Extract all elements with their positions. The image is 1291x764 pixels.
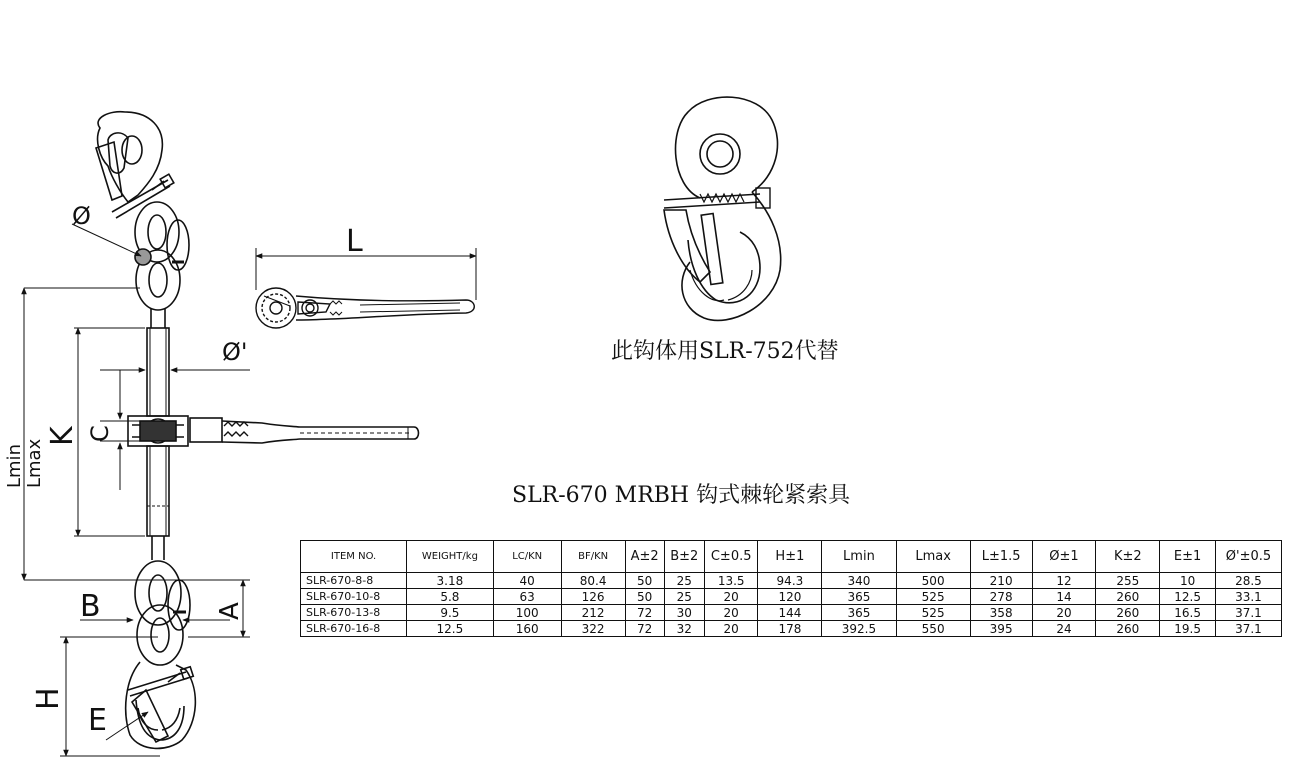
col-header-b: B±2 [664, 541, 704, 573]
cell: 16.5 [1160, 605, 1216, 621]
cell: 50 [625, 589, 664, 605]
cell: 13.5 [704, 573, 758, 589]
cell: 395 [970, 621, 1032, 637]
cell-item-no: SLR-670-16-8 [301, 621, 407, 637]
cell: 160 [493, 621, 561, 637]
cell: 260 [1096, 605, 1160, 621]
cell: 100 [493, 605, 561, 621]
handle [222, 421, 419, 443]
cell: 30 [664, 605, 704, 621]
cell: 14 [1032, 589, 1096, 605]
keeper-pin-bottom [128, 667, 193, 696]
cell: 20 [704, 605, 758, 621]
cell: 365 [822, 589, 896, 605]
cell: 9.5 [407, 605, 494, 621]
table-row [301, 573, 1282, 589]
cell: 340 [822, 573, 896, 589]
cell: 260 [1096, 621, 1160, 637]
dim-h-label: H [31, 687, 66, 710]
cell: 278 [970, 589, 1032, 605]
col-header-phi-prime: Ø'±0.5 [1215, 541, 1281, 573]
dim-e-label: E [88, 703, 107, 738]
col-header-k: K±2 [1096, 541, 1160, 573]
dim-k-label: K [45, 426, 80, 446]
lower-tube [147, 446, 169, 536]
cell: 10 [1160, 573, 1216, 589]
dim-lmax-label: Lmax [24, 438, 45, 488]
cell: 365 [822, 605, 896, 621]
cell: 50 [625, 573, 664, 589]
cell-item-no: SLR-670-10-8 [301, 589, 407, 605]
cell: 40 [493, 573, 561, 589]
dim-l-label: L [346, 224, 363, 259]
cell: 72 [625, 621, 664, 637]
cell: 525 [896, 605, 970, 621]
cell: 500 [896, 573, 970, 589]
cell: 19.5 [1160, 621, 1216, 637]
col-header-e: E±1 [1160, 541, 1216, 573]
table-row [301, 621, 1282, 637]
col-header-lc: LC/KN [493, 541, 561, 573]
col-header-bf: BF/KN [561, 541, 625, 573]
dim-c-label: C [86, 425, 114, 442]
col-header-lmin: Lmin [822, 541, 896, 573]
col-header-a: A±2 [625, 541, 664, 573]
cell: 20 [704, 589, 758, 605]
table-row [301, 605, 1282, 621]
cell: 3.18 [407, 573, 494, 589]
cell: 12.5 [1160, 589, 1216, 605]
cell: 20 [1032, 605, 1096, 621]
cell: 5.8 [407, 589, 494, 605]
cell: 392.5 [822, 621, 896, 637]
cell: 33.1 [1215, 589, 1281, 605]
cell-item-no: SLR-670-8-8 [301, 573, 407, 589]
cell: 24 [1032, 621, 1096, 637]
cell: 210 [970, 573, 1032, 589]
col-header-phi: Ø±1 [1032, 541, 1096, 573]
cell: 260 [1096, 589, 1160, 605]
cell: 32 [664, 621, 704, 637]
upper-tube [147, 328, 169, 416]
hook-note: 此钩体用SLR-752代替 [611, 339, 839, 364]
cell: 178 [758, 621, 822, 637]
chain-links-top [135, 202, 189, 310]
dim-phi-prime-label: Ø' [222, 338, 248, 366]
cell: 550 [896, 621, 970, 637]
cell: 525 [896, 589, 970, 605]
replacement-hook-drawing [664, 97, 781, 320]
cell-item-no: SLR-670-13-8 [301, 605, 407, 621]
cell: 12.5 [407, 621, 494, 637]
product-title: SLR-670 MRBH 钩式棘轮紧索具 [512, 483, 851, 508]
cell: 63 [493, 589, 561, 605]
col-header-lmax: Lmax [896, 541, 970, 573]
col-header-item-no: ITEM NO. [301, 541, 407, 573]
cell: 358 [970, 605, 1032, 621]
cell: 94.3 [758, 573, 822, 589]
chain-links-bottom [135, 561, 190, 665]
col-header-c: C±0.5 [704, 541, 758, 573]
cell: 72 [625, 605, 664, 621]
bottom-grab-hook [126, 662, 196, 748]
col-header-h: H±1 [758, 541, 822, 573]
binder-assembly-drawing [96, 112, 419, 749]
dimension-lines-left [24, 224, 250, 756]
dim-lmin-label: Lmin [4, 444, 25, 488]
cell: 37.1 [1215, 621, 1281, 637]
cell: 25 [664, 589, 704, 605]
cell: 126 [561, 589, 625, 605]
cell: 80.4 [561, 573, 625, 589]
cell: 20 [704, 621, 758, 637]
table-header-row [301, 541, 1282, 573]
dim-b-label: B [80, 589, 101, 624]
ratchet-handle-detail [256, 288, 474, 328]
cell: 25 [664, 573, 704, 589]
dim-a-label: A [215, 602, 245, 620]
cell: 28.5 [1215, 573, 1281, 589]
table-row [301, 589, 1282, 605]
cell: 12 [1032, 573, 1096, 589]
col-header-l: L±1.5 [970, 541, 1032, 573]
cell: 255 [1096, 573, 1160, 589]
cell: 322 [561, 621, 625, 637]
cell: 37.1 [1215, 605, 1281, 621]
cell: 144 [758, 605, 822, 621]
cell: 120 [758, 589, 822, 605]
col-header-weight: WEIGHT/kg [407, 541, 494, 573]
cell: 212 [561, 605, 625, 621]
spec-table [300, 540, 1282, 637]
dim-phi-label: Ø [72, 202, 91, 230]
